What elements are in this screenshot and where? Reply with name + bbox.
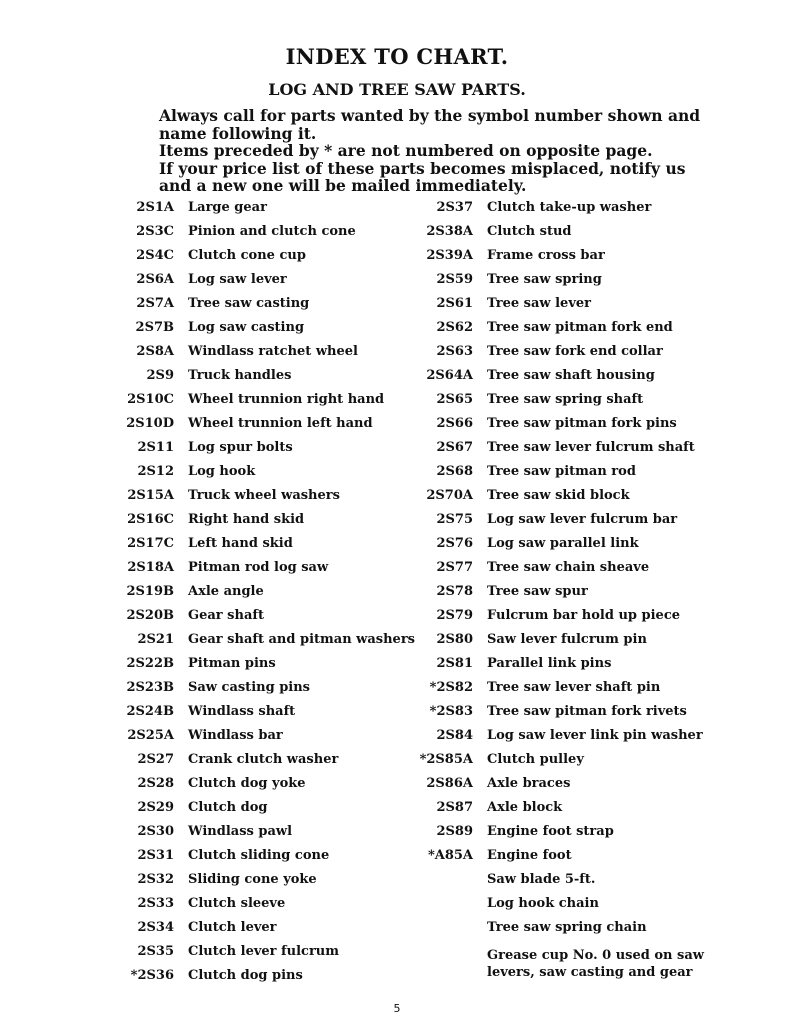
intro-paragraph: If your price list of these parts becomes misplaced, notify us and a new one will be mailed immediately. (159, 158, 686, 195)
part-symbol: 2S37 (436, 200, 473, 215)
part-entry (118, 536, 418, 560)
page-subtitle: LOG AND TREE SAW PARTS. (268, 80, 526, 99)
part-symbol: 2S19B (126, 584, 174, 599)
part-name: Axle braces (487, 776, 571, 791)
part-entry (418, 947, 718, 981)
part-name: Clutch lever fulcrum (188, 944, 339, 959)
part-symbol: 2S4C (136, 248, 174, 263)
part-name: Sliding cone yoke (188, 872, 317, 887)
part-name: Saw casting pins (188, 680, 310, 695)
part-symbol: 2S89 (436, 824, 473, 839)
part-entry (418, 272, 718, 296)
part-symbol: 2S64A (426, 368, 473, 383)
part-entry (418, 248, 718, 272)
part-name: Clutch dog yoke (188, 776, 306, 791)
part-entry (118, 608, 418, 632)
part-symbol: 2S9 (146, 368, 174, 383)
part-name: Tree saw spur (487, 584, 588, 599)
part-symbol: 2S35 (137, 944, 174, 959)
part-entry (418, 872, 718, 896)
part-entry (118, 368, 418, 392)
part-name: Windlass bar (188, 728, 283, 743)
part-name: Tree saw pitman fork end (487, 320, 673, 335)
part-name: Log hook (188, 464, 256, 479)
part-name: Clutch sliding cone (188, 848, 330, 863)
part-symbol: 2S10D (126, 416, 174, 431)
part-name: Tree saw casting (188, 296, 310, 311)
part-name: Parallel link pins (487, 656, 612, 671)
part-entry (418, 392, 718, 416)
part-name: Windlass pawl (188, 824, 293, 839)
page-title: INDEX TO CHART. (285, 44, 509, 69)
part-name: Clutch stud (487, 224, 572, 239)
part-symbol: 2S20B (126, 608, 174, 623)
part-name: Tree saw pitman fork rivets (487, 704, 687, 719)
part-symbol: 2S3C (136, 224, 174, 239)
part-symbol: 2S67 (436, 440, 473, 455)
part-entry (118, 272, 418, 296)
part-name: Tree saw spring chain (487, 920, 647, 935)
part-entry (118, 224, 418, 248)
part-entry (118, 200, 418, 224)
part-entry (418, 536, 718, 560)
part-entry (418, 320, 718, 344)
part-symbol: 2S8A (136, 344, 174, 359)
part-name: Tree saw skid block (487, 488, 630, 503)
part-symbol: 2S33 (137, 896, 174, 911)
part-name: Gear shaft (188, 608, 264, 623)
part-entry (418, 200, 718, 224)
part-entry (118, 344, 418, 368)
part-name: Truck handles (188, 368, 292, 383)
part-name: Log saw parallel link (487, 536, 639, 551)
part-entry (118, 320, 418, 344)
part-entry (118, 464, 418, 488)
part-symbol: 2S34 (137, 920, 174, 935)
part-entry (118, 800, 418, 824)
part-name: Clutch lever (188, 920, 277, 935)
part-entry (118, 296, 418, 320)
part-entry (118, 584, 418, 608)
part-symbol: 2S38A (426, 224, 473, 239)
part-name: Gear shaft and pitman washers (188, 632, 415, 647)
part-entry (418, 512, 718, 536)
part-symbol: 2S65 (436, 392, 473, 407)
part-symbol: *2S36 (130, 968, 174, 983)
part-symbol: 2S68 (436, 464, 473, 479)
part-entry (118, 776, 418, 800)
part-symbol: 2S39A (426, 248, 473, 263)
part-name: Pitman pins (188, 656, 276, 671)
part-name: Left hand skid (188, 536, 293, 551)
part-name: Log saw lever fulcrum bar (487, 512, 678, 527)
part-symbol: 2S76 (436, 536, 473, 551)
part-entry (118, 248, 418, 272)
part-entry (118, 560, 418, 584)
part-symbol: 2S12 (137, 464, 174, 479)
part-name: Pitman rod log saw (188, 560, 329, 575)
part-symbol: 2S63 (436, 344, 473, 359)
part-symbol: 2S61 (436, 296, 473, 311)
part-symbol: 2S17C (127, 536, 174, 551)
parts-index-right-column (418, 200, 718, 981)
part-name: Clutch dog pins (188, 968, 303, 983)
part-entry (118, 440, 418, 464)
part-entry (118, 920, 418, 944)
part-name: Log spur bolts (188, 440, 293, 455)
part-entry (418, 800, 718, 824)
part-symbol: 2S29 (137, 800, 174, 815)
part-symbol: 2S23B (126, 680, 174, 695)
part-entry (118, 752, 418, 776)
parts-index-left-column (118, 200, 418, 992)
part-name: Grease cup No. 0 used on saw levers, saw casting and gear (487, 948, 704, 980)
part-symbol: *2S85A (419, 752, 473, 767)
part-entry (418, 632, 718, 656)
part-entry (418, 704, 718, 728)
part-name: Saw blade 5-ft. (487, 872, 596, 887)
part-symbol: 2S18A (127, 560, 174, 575)
part-entry (118, 488, 418, 512)
part-entry (118, 824, 418, 848)
part-entry (418, 920, 718, 944)
part-entry (118, 656, 418, 680)
part-symbol: 2S25A (127, 728, 174, 743)
part-entry (418, 752, 718, 776)
part-symbol: 2S31 (137, 848, 174, 863)
part-entry (118, 896, 418, 920)
part-name: Wheel trunnion left hand (188, 416, 373, 431)
part-symbol: 2S11 (137, 440, 174, 455)
part-entry (118, 632, 418, 656)
part-name: Tree saw lever shaft pin (487, 680, 661, 695)
part-name: Tree saw spring shaft (487, 392, 644, 407)
part-symbol: 2S7B (135, 320, 174, 335)
part-entry (118, 680, 418, 704)
part-name: Clutch cone cup (188, 248, 306, 263)
part-name: Log hook chain (487, 896, 599, 911)
part-symbol: 2S78 (436, 584, 473, 599)
part-name: Tree saw pitman rod (487, 464, 636, 479)
part-name: Engine foot (487, 848, 572, 863)
part-name: Clutch pulley (487, 752, 584, 767)
intro-paragraph: Items preceded by * are not numbered on opposite page. (159, 141, 653, 160)
part-symbol: 2S79 (436, 608, 473, 623)
part-name: Engine foot strap (487, 824, 614, 839)
part-symbol: 2S27 (137, 752, 174, 767)
part-symbol: 2S66 (436, 416, 473, 431)
part-entry (118, 848, 418, 872)
part-name: Crank clutch washer (188, 752, 339, 767)
part-name: Clutch take-up washer (487, 200, 652, 215)
part-name: Windlass shaft (188, 704, 296, 719)
part-entry (418, 440, 718, 464)
part-symbol: 2S86A (426, 776, 473, 791)
part-symbol: 2S32 (137, 872, 174, 887)
part-entry (118, 968, 418, 992)
part-entry (418, 656, 718, 680)
part-name: Tree saw spring (487, 272, 602, 287)
part-entry (118, 416, 418, 440)
part-entry (118, 944, 418, 968)
page-number: 5 (393, 1002, 401, 1015)
intro-paragraph: Always call for parts wanted by the symbol number shown and name following it. (159, 106, 701, 143)
part-symbol: 2S59 (436, 272, 473, 287)
part-entry (418, 368, 718, 392)
part-name: Pinion and clutch cone (188, 224, 356, 239)
part-entry (418, 296, 718, 320)
part-entry (418, 608, 718, 632)
part-symbol: 2S84 (436, 728, 473, 743)
part-entry (418, 488, 718, 512)
part-entry (418, 560, 718, 584)
part-name: Axle block (487, 800, 563, 815)
part-symbol: 2S30 (137, 824, 174, 839)
part-symbol: 2S62 (436, 320, 473, 335)
part-entry (418, 824, 718, 848)
part-entry (418, 464, 718, 488)
part-symbol: 2S10C (127, 392, 174, 407)
part-name: Large gear (188, 200, 267, 215)
part-name: Log saw lever link pin washer (487, 728, 703, 743)
part-symbol: *2S83 (429, 704, 473, 719)
part-entry (418, 728, 718, 752)
part-symbol: *A85A (427, 848, 473, 863)
part-name: Fulcrum bar hold up piece (487, 608, 681, 623)
part-entry (118, 704, 418, 728)
part-name: Axle angle (188, 584, 264, 599)
part-name: Tree saw lever (487, 296, 591, 311)
part-symbol: 2S16C (127, 512, 174, 527)
part-name: Saw lever fulcrum pin (487, 632, 647, 647)
part-entry (418, 848, 718, 872)
part-name: Right hand skid (188, 512, 305, 527)
part-name: Wheel trunnion right hand (188, 392, 385, 407)
part-symbol: 2S22B (126, 656, 174, 671)
part-name: Tree saw chain sheave (487, 560, 650, 575)
part-entry (418, 896, 718, 920)
part-entry (118, 728, 418, 752)
part-entry (418, 584, 718, 608)
part-entry (118, 872, 418, 896)
part-symbol: 2S24B (126, 704, 174, 719)
part-entry (118, 392, 418, 416)
part-symbol: 2S15A (127, 488, 174, 503)
part-symbol: 2S75 (436, 512, 473, 527)
part-name: Log saw lever (188, 272, 287, 287)
part-name: Tree saw shaft housing (487, 368, 655, 383)
part-name: Clutch dog (188, 800, 268, 815)
part-symbol: 2S6A (136, 272, 174, 287)
part-symbol: *2S82 (429, 680, 473, 695)
part-name: Frame cross bar (487, 248, 605, 263)
part-entry (418, 680, 718, 704)
part-symbol: 2S80 (436, 632, 473, 647)
part-entry (418, 776, 718, 800)
part-name: Truck wheel washers (188, 488, 340, 503)
part-symbol: 2S28 (137, 776, 174, 791)
part-entry (118, 512, 418, 536)
part-symbol: 2S87 (436, 800, 473, 815)
part-name: Windlass ratchet wheel (188, 344, 358, 359)
part-name: Log saw casting (188, 320, 305, 335)
part-name: Clutch sleeve (188, 896, 286, 911)
part-symbol: 2S70A (426, 488, 473, 503)
part-symbol: 2S21 (137, 632, 174, 647)
part-name: Tree saw lever fulcrum shaft (487, 440, 695, 455)
part-symbol: 2S77 (436, 560, 473, 575)
part-name: Tree saw pitman fork pins (487, 416, 677, 431)
part-symbol: 2S81 (436, 656, 473, 671)
intro-text (126, 107, 706, 195)
part-entry (418, 224, 718, 248)
part-symbol: 2S7A (136, 296, 174, 311)
part-entry (418, 416, 718, 440)
part-symbol: 2S1A (136, 200, 174, 215)
part-entry (418, 344, 718, 368)
part-name: Tree saw fork end collar (487, 344, 663, 359)
